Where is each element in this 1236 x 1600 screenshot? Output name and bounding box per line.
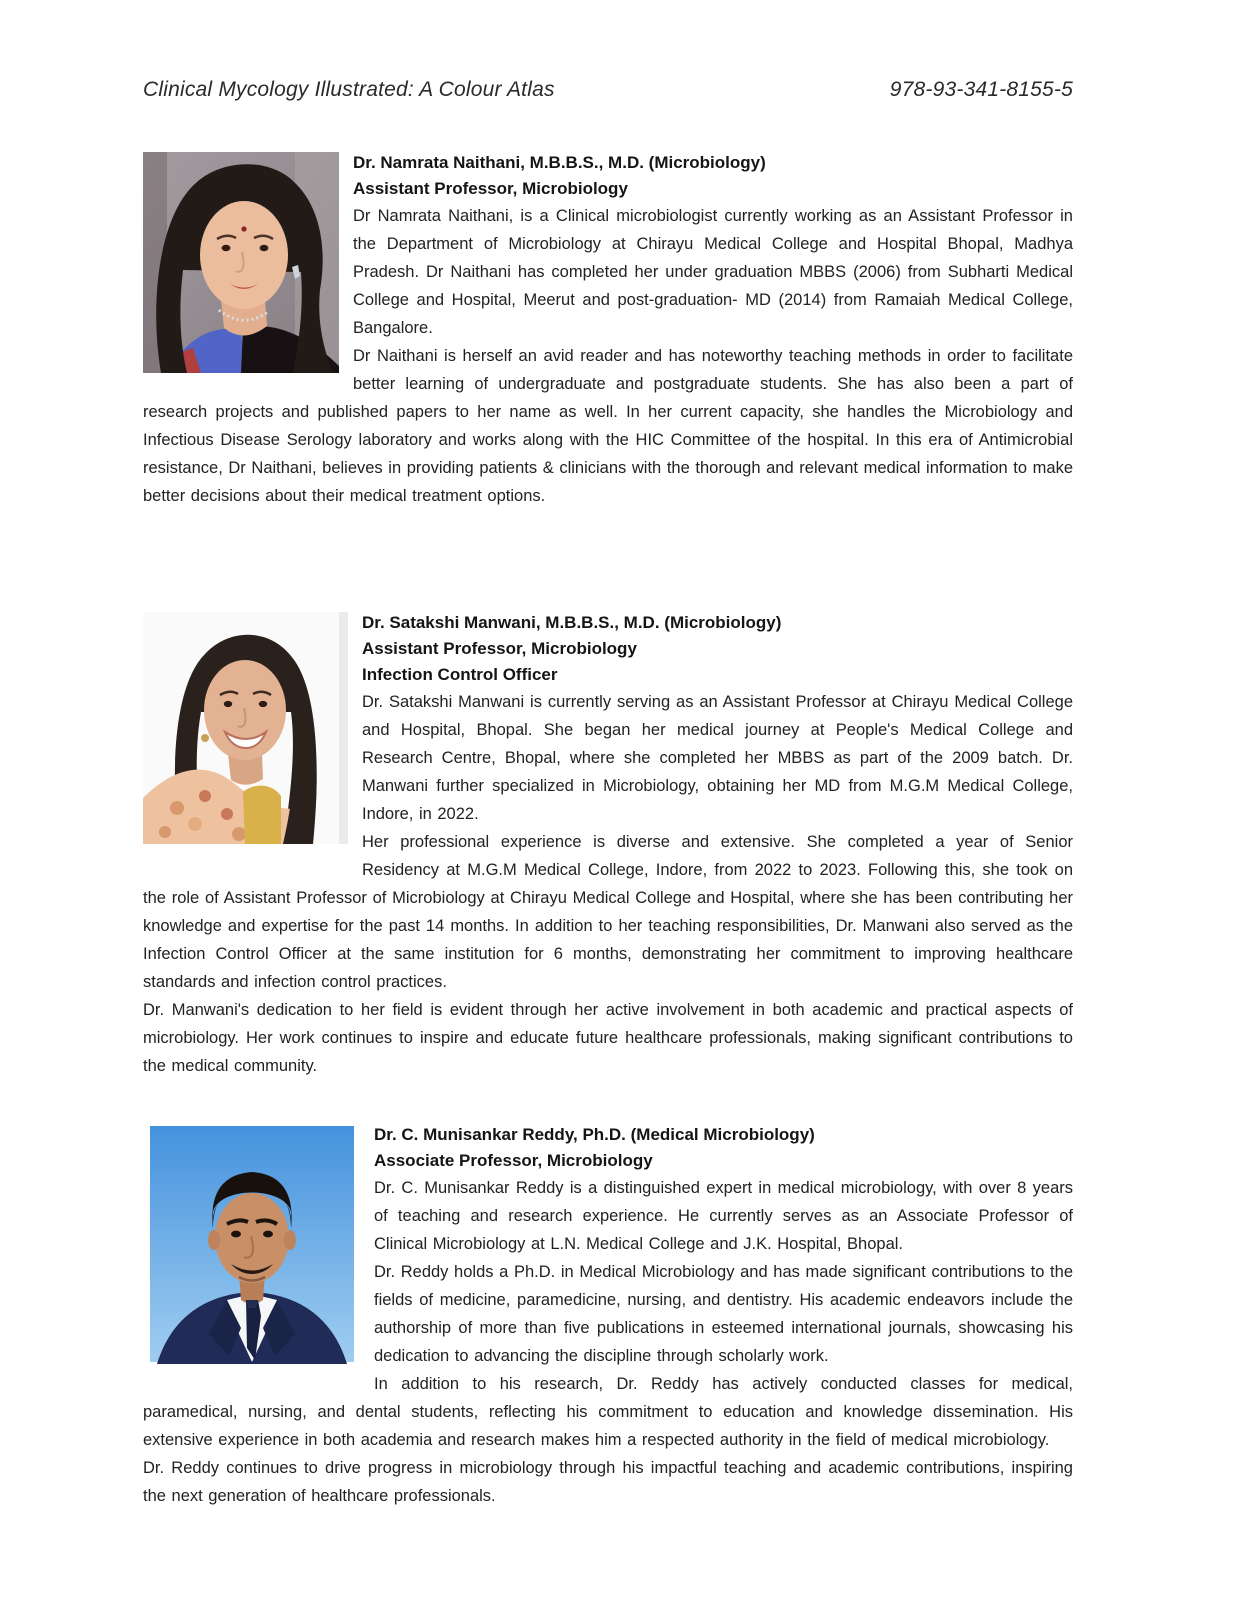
- bio-paragraph: Dr Namrata Naithani, is a Clinical microbiologist currently working as an Assistant Professor in the Department of Microbiology at Chirayu Medical College and Hospital Bhopal, Madhya Pradesh. Dr Naithani has completed her under graduation MBBS (2006) from Subharti Medical College and Hospital, Meerut and post-graduation- MD (2014) from Ramaiah Medical College, Bangalore.: [353, 207, 1073, 337]
- isbn: 978-93-341-8155-5: [889, 78, 1073, 101]
- author-name: Dr. Namrata Naithani, M.B.B.S., M.D. (Microbiology): [353, 153, 766, 172]
- author-photo-namrata-naithani: [143, 152, 339, 373]
- author-role: Assistant Professor, Microbiology: [353, 179, 628, 198]
- author-role: Associate Professor, Microbiology: [374, 1151, 653, 1170]
- bio-paragraph: Her professional experience is diverse and extensive. She completed a year of Senior Residency at M.G.M Medical College, Indore, from 2022 to 2023. Following this, she took on the role of Assistant Professor of Microbiology at Chirayu Medical College and Hospital, where she has been contributing her knowledge and expertise for the past 14 months. In addition to her teaching responsibilities, Dr. Manwani also served as the Infection Control Officer at the same institution for 6 months, demonstrating her commitment to improving healthcare standards and infection control practices.: [143, 833, 1073, 991]
- author-role: Infection Control Officer: [362, 665, 558, 684]
- bio-paragraph: Dr. Manwani's dedication to her field is evident through her active involvement in both academic and practical aspects of microbiology. Her work continues to inspire and educate future healthcare professionals, making significant contributions to the medical community.: [143, 1001, 1073, 1075]
- author-photo-satakshi-manwani: [143, 612, 348, 844]
- bio-paragraph: Dr. Satakshi Manwani is currently serving as an Assistant Professor at Chirayu Medical College and Hospital, Bhopal. She began her medical journey at People's Medical College and Research Centre, Bhopal, where she completed her MBBS as part of the 2009 batch. Dr. Manwani further specialized in Microbiology, obtaining her MD from M.G.M Medical College, Indore, in 2022.: [362, 693, 1073, 823]
- author-name: Dr. Satakshi Manwani, M.B.B.S., M.D. (Microbiology): [362, 613, 782, 632]
- author-photo-munisankar-reddy: [143, 1124, 360, 1364]
- page-header: [143, 78, 1073, 102]
- author-section-munisankar-reddy: [143, 1122, 1073, 1510]
- bio-paragraph: In addition to his research, Dr. Reddy has actively conducted classes for medical, paramedical, nursing, and dental students, reflecting his commitment to education and knowledge dissemination. His extensive experience in both academia and research makes him a respected authority in the field of medical microbiology.: [143, 1375, 1073, 1449]
- bio-paragraph: Dr. C. Munisankar Reddy is a distinguished expert in medical microbiology, with over 8 years of teaching and research experience. He currently serves as an Associate Professor of Clinical Microbiology at L.N. Medical College and J.K. Hospital, Bhopal.: [374, 1179, 1073, 1253]
- book-title: Clinical Mycology Illustrated: A Colour Atlas: [143, 78, 555, 101]
- author-role: Assistant Professor, Microbiology: [362, 639, 637, 658]
- author-name: Dr. C. Munisankar Reddy, Ph.D. (Medical Microbiology): [374, 1125, 815, 1144]
- bio-paragraph: Dr. Reddy continues to drive progress in microbiology through his impactful teaching and academic contributions, inspiring the next generation of healthcare professionals.: [143, 1459, 1073, 1505]
- bio-paragraph: Dr Naithani is herself an avid reader and has noteworthy teaching methods in order to facilitate better learning of undergraduate and postgraduate students. She has also been a part of research projects and published papers to her name as well. In her current capacity, she handles the Microbiology and Infectious Disease Serology laboratory and works along with the HIC Committee of the hospital. In this era of Antimicrobial resistance, Dr Naithani, believes in providing patients & clinicians with the thorough and relevant medical information to make better decisions about their medical treatment options.: [143, 347, 1073, 505]
- author-section-satakshi-manwani: [143, 610, 1073, 1080]
- bio-paragraph: Dr. Reddy holds a Ph.D. in Medical Microbiology and has made significant contributions to the fields of medicine, paramedicine, nursing, and dentistry. His academic endeavors include the authorship of more than five publications in esteemed international journals, showcasing his dedication to advancing the discipline through scholarly work.: [374, 1263, 1073, 1365]
- author-section-namrata-naithani: [143, 150, 1073, 510]
